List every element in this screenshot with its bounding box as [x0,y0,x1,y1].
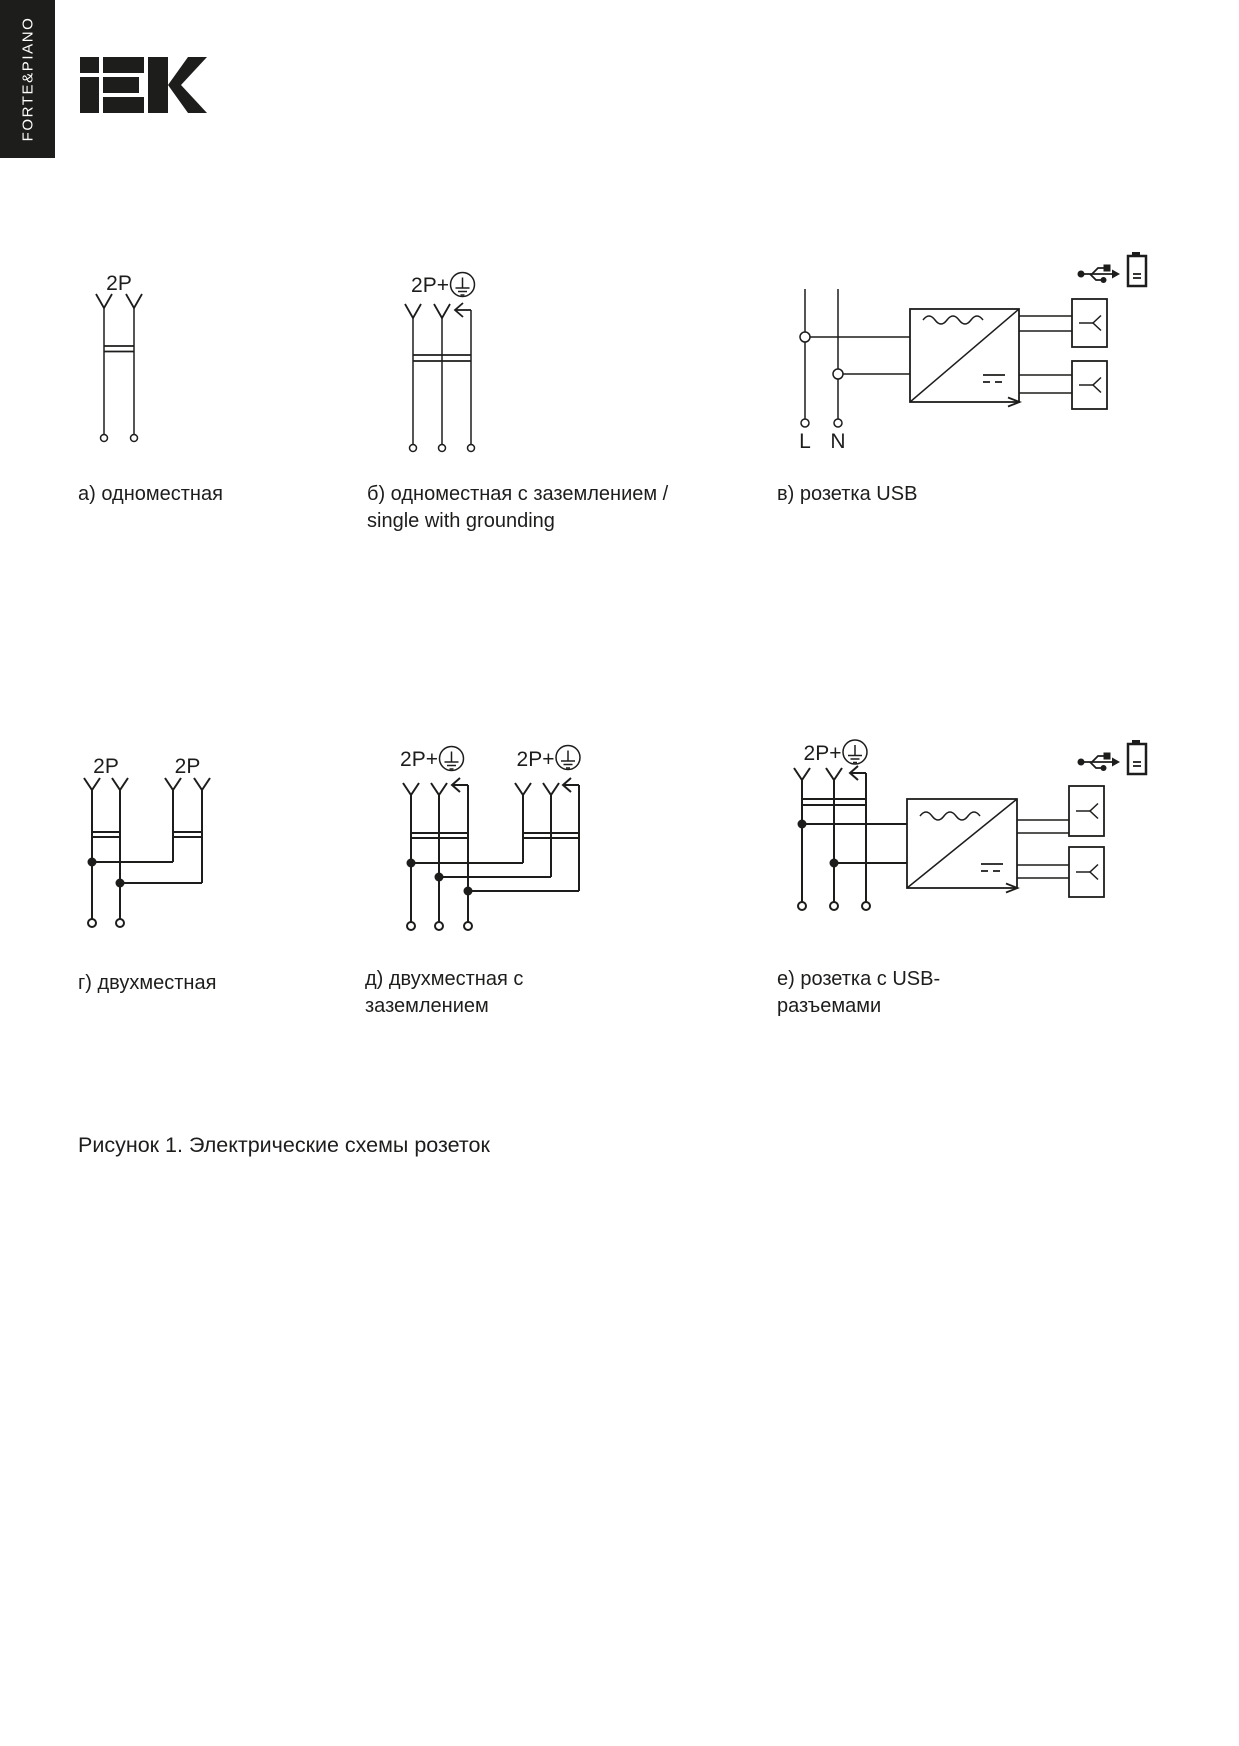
pole-count-label: 2P+ [411,274,449,297]
caption-b [367,481,668,535]
caption-d-line2: заземлением [365,995,489,1017]
ac-dc-converter-icon [910,309,1020,407]
double-pole-bar [411,833,579,838]
caption-d [365,966,523,1020]
terminal-circles [410,445,475,452]
battery-icon [1128,252,1146,286]
pole-count-label: 2P+ [400,748,438,771]
usb-icon [1078,753,1121,772]
diagram-a-single-socket [60,228,200,448]
ac-sine-icon [923,316,983,324]
junction-dot [798,820,807,829]
double-pole-bar [104,346,134,352]
iek-logo [80,57,207,113]
diagram-v-usb-socket [700,228,1160,468]
tap-node-l [800,332,810,342]
ground-pin-arrow-icon [850,766,866,780]
terminal-circles [407,922,472,930]
pole-count-label: 2P [93,755,119,778]
socket-contact-icon [403,783,559,795]
tap-node-n [833,369,843,379]
caption-d-line1: д) двухместная с [365,968,524,990]
caption-e-line2: разъемами [777,995,882,1017]
caption-e-line1: е) розетка с USB- [777,968,941,990]
terminal-circles [801,419,842,427]
brand-sidebar [0,0,55,158]
caption-e [777,966,940,1020]
ac-dc-converter-icon [907,799,1018,893]
junction-dot [464,887,473,896]
usb-port-icon [1069,847,1104,897]
caption-a: а) одноместная [78,483,223,505]
junction-dot [88,858,97,867]
diagram-b-single-socket-grounded [355,228,525,463]
pole-count-label: 2P [106,272,132,295]
caption-g: г) двухместная [78,972,217,994]
line-conductor-label: L [799,430,811,453]
dc-symbol-icon [983,375,1005,382]
terminal-circles [101,435,138,442]
terminal-circles [88,919,124,927]
usb-port-icon [1072,299,1107,347]
caption-b-line2: single with grounding [367,510,555,532]
earth-symbol-icon [843,740,867,764]
diagram-e-socket-with-usb [700,715,1160,960]
pole-count-label: 2P [174,755,201,778]
socket-contact-icon [96,294,142,308]
battery-icon [1128,740,1146,774]
junction-dot [407,859,416,868]
usb-port-icon [1072,361,1107,409]
ac-sine-icon [920,812,980,820]
junction-dot [830,859,839,868]
junction-dot [116,879,125,888]
dc-symbol-icon [981,864,1003,871]
pole-count-label: 2P+ [516,748,555,771]
neutral-conductor-label: N [830,430,846,453]
caption-v: в) розетка USB [777,483,918,505]
diagram-d-double-socket-grounded [345,715,645,940]
ground-pin-arrow-icon [455,303,471,317]
junction-dot [435,873,444,882]
figure-caption: Рисунок 1. Электрические схемы розеток [78,1133,490,1157]
earth-symbol-icon [440,747,464,771]
usb-port-icon [1069,786,1104,836]
earth-symbol-icon [556,746,580,770]
earth-symbol-icon [451,273,475,297]
usb-icon [1078,265,1121,284]
double-pole-bar [92,832,202,837]
socket-contact-icon [84,778,210,790]
terminal-circles [798,902,870,910]
diagram-g-double-socket [55,735,245,935]
brand-series-label: FORTE&PIANO [19,16,36,142]
caption-b-line1: б) одноместная с заземлением / [367,483,669,505]
socket-contact-icon [405,304,450,318]
pole-count-label: 2P+ [803,742,842,765]
socket-contact-icon [794,768,842,780]
